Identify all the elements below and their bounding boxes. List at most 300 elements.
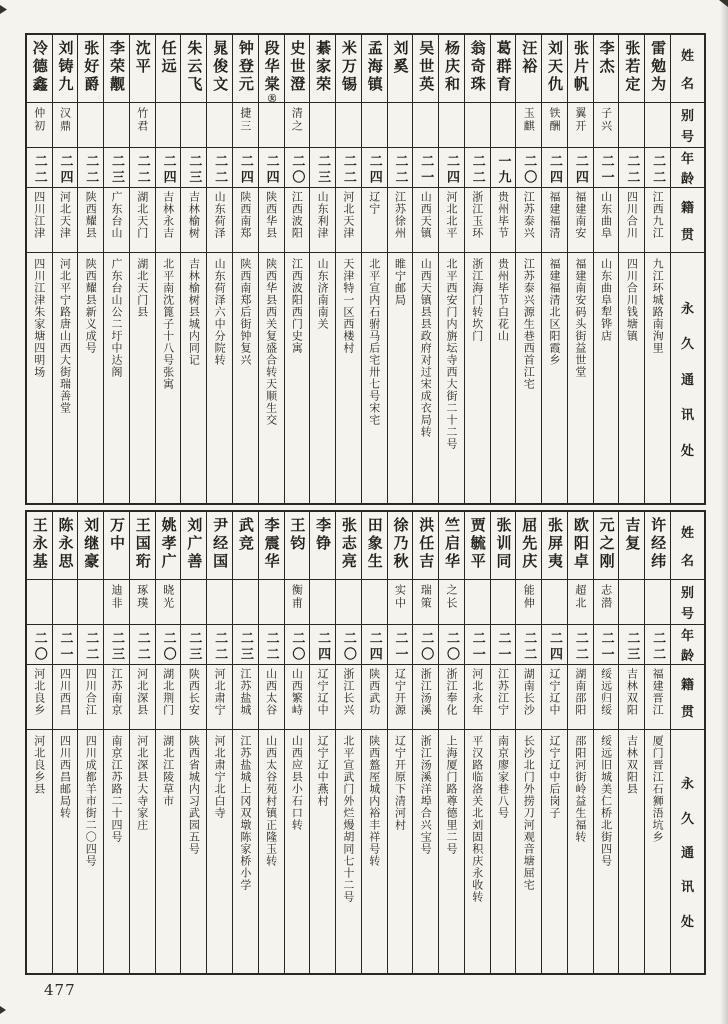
entry-name-text: 尹经国 xyxy=(211,517,230,571)
cell-name xyxy=(516,512,541,580)
cell-address xyxy=(156,253,181,503)
entry-age-text: 二二 xyxy=(624,154,640,186)
entry-age-text: 二〇 xyxy=(521,154,537,186)
cell-age xyxy=(568,625,593,665)
header-column xyxy=(670,35,704,503)
entry-name-text: 田象生 xyxy=(365,517,384,571)
header-address-char: 永 xyxy=(680,777,694,793)
cell-alias xyxy=(362,580,387,625)
cell-alias xyxy=(259,103,284,148)
entry-address-text: 平汉路临洛关北刘固积庆永收转 xyxy=(470,735,484,903)
entry-native-text: 浙江汤溪 xyxy=(419,668,433,716)
cell-native xyxy=(619,188,644,253)
entry-native-text: 河北良乡 xyxy=(32,668,46,716)
entry-native-text: 河北北平 xyxy=(444,191,458,239)
entry-native-text: 绥远归绥 xyxy=(599,668,613,716)
cell-alias xyxy=(233,580,258,625)
cell-alias xyxy=(130,103,155,148)
cell-address xyxy=(516,253,541,503)
entry-column xyxy=(490,35,516,503)
entry-native-text: 四川江津 xyxy=(32,191,46,239)
cell-name xyxy=(310,35,335,103)
cell-address xyxy=(619,730,644,973)
entry-alias-text: 捷三 xyxy=(238,107,252,133)
cell-age xyxy=(439,625,464,665)
cell-address xyxy=(362,730,387,973)
entry-native-text: 山东曲阜 xyxy=(599,191,613,239)
entry-age-text: 二〇 xyxy=(160,631,176,663)
cell-address xyxy=(207,253,232,503)
entry-native-text: 江苏江宁 xyxy=(496,668,510,716)
cell-native xyxy=(130,188,155,253)
cell-address xyxy=(104,253,129,503)
entry-column xyxy=(438,512,464,973)
cell-age xyxy=(619,625,644,665)
entry-column xyxy=(103,35,129,503)
entry-native-text: 福建晋江 xyxy=(651,668,665,716)
cell-age xyxy=(362,148,387,188)
cell-name xyxy=(594,35,619,103)
entry-native-text: 四川合江 xyxy=(84,668,98,716)
entry-alias-text: 瑞策 xyxy=(419,584,433,610)
entry-address-text: 吉林双阳县 xyxy=(625,735,639,795)
cell-native xyxy=(594,665,619,730)
cell-address xyxy=(181,253,206,503)
entry-age-text: 二一 xyxy=(598,631,614,663)
entry-column xyxy=(412,35,438,503)
cell-name xyxy=(645,35,670,103)
cell-alias xyxy=(594,103,619,148)
header-name-char: 姓 xyxy=(680,48,694,64)
entry-column xyxy=(206,35,232,503)
cell-age xyxy=(53,148,78,188)
cell-age xyxy=(130,625,155,665)
cell-name xyxy=(542,35,567,103)
entry-age-text: 二一 xyxy=(57,631,73,663)
entry-column xyxy=(361,35,387,503)
cell-name xyxy=(645,512,670,580)
cell-address xyxy=(568,730,593,973)
cell-age xyxy=(645,148,670,188)
cell-alias xyxy=(516,103,541,148)
header-address-char: 久 xyxy=(680,337,694,352)
entry-name-text: 张训同 xyxy=(494,517,513,571)
cell-age xyxy=(491,148,516,188)
entry-name-text: 王国珩 xyxy=(133,517,152,571)
cell-address xyxy=(491,253,516,503)
entry-address-text: 辽宁开原下清河村 xyxy=(393,735,407,831)
cell-age xyxy=(181,625,206,665)
entry-native-text: 四川西昌 xyxy=(58,668,72,716)
header-native-char: 籍 xyxy=(680,200,694,216)
entry-name-text: 段华棠㊛ xyxy=(262,40,281,102)
cell-native xyxy=(156,665,181,730)
cell-address xyxy=(53,730,78,973)
entry-address-text: 江苏盐城上冈双墩陈家桥小学 xyxy=(238,735,252,891)
cell-alias xyxy=(53,580,78,625)
cell-address xyxy=(259,730,284,973)
entry-alias-text: 仲初 xyxy=(32,107,46,133)
entry-native-text: 江西九江 xyxy=(651,191,665,239)
header-age-char: 龄 xyxy=(680,648,694,664)
cell-address xyxy=(645,730,670,973)
cell-native xyxy=(78,188,103,253)
cell-alias xyxy=(336,103,361,148)
entry-alias-text: 超北 xyxy=(573,584,587,610)
entry-native-text: 辽宁 xyxy=(367,191,381,215)
cell-native xyxy=(362,188,387,253)
name-annotation-mark: ㊛ xyxy=(267,94,277,102)
entry-age-text: 二二 xyxy=(521,631,537,663)
entry-age-text: 二一 xyxy=(495,631,511,663)
entry-address-text: 北平南沈篦子十八号张寓 xyxy=(161,258,175,390)
entry-alias-text: 志潜 xyxy=(599,584,613,610)
cell-address xyxy=(156,730,181,973)
entry-address-text: 吉林榆树县城内同记 xyxy=(187,258,201,366)
entry-column xyxy=(52,35,78,503)
cell-address xyxy=(27,730,52,973)
cell-address xyxy=(568,253,593,503)
cell-alias xyxy=(181,580,206,625)
entry-native-text: 贵州毕节 xyxy=(496,191,510,239)
header-alias-char: 号 xyxy=(680,607,694,622)
entry-column xyxy=(541,35,567,503)
entry-name-text: 吴世英 xyxy=(417,40,436,94)
entry-column xyxy=(155,35,181,503)
cell-native xyxy=(27,665,52,730)
entry-column xyxy=(232,35,258,503)
scan-artifact xyxy=(0,5,7,14)
cell-age xyxy=(542,148,567,188)
cell-name xyxy=(181,35,206,103)
cell-native xyxy=(78,665,103,730)
cell-address xyxy=(362,253,387,503)
header-address xyxy=(671,253,704,503)
cell-address xyxy=(516,730,541,973)
entry-column xyxy=(541,512,567,973)
cell-address xyxy=(310,730,335,973)
entry-age-text: 二二 xyxy=(263,631,279,663)
header-age-char: 年 xyxy=(680,152,694,168)
entry-native-text: 山东利津 xyxy=(316,191,330,239)
cell-address xyxy=(465,253,490,503)
cell-native xyxy=(568,188,593,253)
entry-age-text: 二〇 xyxy=(443,631,459,663)
header-address-char: 通 xyxy=(680,845,694,861)
cell-name xyxy=(491,35,516,103)
cell-native xyxy=(310,665,335,730)
entry-native-text: 辽宁开源 xyxy=(393,668,407,716)
entry-native-text: 湖北天门 xyxy=(135,191,149,239)
entry-column xyxy=(155,512,181,973)
entry-native-text: 陕西南郑 xyxy=(238,191,252,239)
cell-native xyxy=(104,188,129,253)
cell-native xyxy=(181,188,206,253)
entry-address-text: 上海厦门路尊德里二号 xyxy=(444,735,458,855)
header-name-char: 名 xyxy=(680,77,694,93)
cell-name xyxy=(130,512,155,580)
cell-native xyxy=(310,188,335,253)
entry-column xyxy=(180,512,206,973)
entry-name-text: 许经纬 xyxy=(649,517,668,571)
cell-native xyxy=(336,188,361,253)
cell-native xyxy=(259,188,284,253)
cell-address xyxy=(78,730,103,973)
header-address-char: 通 xyxy=(680,372,694,388)
cell-native xyxy=(27,188,52,253)
cell-alias xyxy=(619,580,644,625)
entry-native-text: 湖北荆门 xyxy=(161,668,175,716)
cell-age xyxy=(388,625,413,665)
cell-alias xyxy=(104,580,129,625)
entry-column xyxy=(515,512,541,973)
entry-alias-text: 之长 xyxy=(444,584,458,610)
entry-column xyxy=(644,35,670,503)
entry-age-text: 二一 xyxy=(469,631,485,663)
header-alias xyxy=(671,580,704,625)
entry-native-text: 江苏盐城 xyxy=(238,668,252,716)
entry-age-text: 二四 xyxy=(263,154,279,186)
cell-address xyxy=(388,730,413,973)
entry-age-text: 二一 xyxy=(392,631,408,663)
entry-native-text: 江西波阳 xyxy=(290,191,304,239)
header-alias-char: 号 xyxy=(680,130,694,145)
entry-column xyxy=(258,512,284,973)
cell-native xyxy=(439,665,464,730)
entry-native-text: 浙江奉化 xyxy=(444,668,458,716)
cell-native xyxy=(388,188,413,253)
cell-name xyxy=(156,512,181,580)
entry-name-text: 李杰 xyxy=(597,40,616,76)
entry-age-text: 二四 xyxy=(572,154,588,186)
entry-address-text: 南京江苏路二十四号 xyxy=(110,735,124,843)
cell-address xyxy=(27,253,52,503)
entry-alias-text: 翼开 xyxy=(573,107,587,133)
entry-native-text: 江苏南京 xyxy=(110,668,124,716)
header-age xyxy=(671,625,704,665)
entry-address-text: 江苏泰兴源生巷西首江宅 xyxy=(522,258,536,390)
entry-native-text: 吉林榆树 xyxy=(187,191,201,239)
cell-age xyxy=(104,625,129,665)
page-edge-shadow xyxy=(720,0,728,1024)
header-native xyxy=(671,188,704,253)
entry-address-text: 河北深县大寺家庄 xyxy=(135,735,149,831)
entry-column xyxy=(567,512,593,973)
entry-column xyxy=(618,512,644,973)
entry-native-text: 浙江长兴 xyxy=(341,668,355,716)
cell-name xyxy=(362,512,387,580)
entry-address-text: 山东荷泽六中分院转 xyxy=(213,258,227,366)
entry-age-text: 二二 xyxy=(31,154,47,186)
entry-name-text: 竺启华 xyxy=(442,517,461,571)
entry-name-text: 李震华 xyxy=(262,517,281,571)
entry-age-text: 二二 xyxy=(572,631,588,663)
entry-age-text: 二〇 xyxy=(418,631,434,663)
entry-name-text: 杨庆和 xyxy=(442,40,461,94)
entry-address-text: 厦门晋江石狮浯坑乡 xyxy=(651,735,665,843)
entry-native-text: 河北肃宁 xyxy=(213,668,227,716)
cell-name xyxy=(336,512,361,580)
entry-address-text: 九江环城路南洵里 xyxy=(651,258,665,354)
cell-alias xyxy=(439,580,464,625)
entry-address-text: 山东曲阜犁铧店 xyxy=(599,258,613,342)
cell-native xyxy=(285,665,310,730)
cell-age xyxy=(233,625,258,665)
entry-name-text: 张志亮 xyxy=(339,517,358,571)
cell-age xyxy=(362,625,387,665)
cell-native xyxy=(491,188,516,253)
cell-alias xyxy=(645,103,670,148)
cell-alias xyxy=(645,580,670,625)
cell-alias xyxy=(27,580,52,625)
entry-name-text: 陈永思 xyxy=(56,517,75,571)
entry-name-text: 汪裕 xyxy=(520,40,539,76)
entry-name-text: 徐乃秋 xyxy=(391,517,410,571)
entry-age-text: 二三 xyxy=(109,154,125,186)
cell-age xyxy=(388,148,413,188)
entry-column xyxy=(464,512,490,973)
header-address-char: 处 xyxy=(680,914,694,930)
entry-column xyxy=(490,512,516,973)
entry-name-text: 葛群育 xyxy=(494,40,513,94)
entry-column xyxy=(284,512,310,973)
cell-alias xyxy=(78,580,103,625)
cell-alias xyxy=(568,580,593,625)
entry-alias-text: 子兴 xyxy=(599,107,613,133)
entry-age-text: 二二 xyxy=(340,154,356,186)
cell-age xyxy=(516,625,541,665)
entry-native-text: 山东荷泽 xyxy=(213,191,227,239)
entry-address-text: 山西太谷苑村镇正隆玉转 xyxy=(264,735,278,867)
entry-column xyxy=(180,35,206,503)
cell-name xyxy=(233,512,258,580)
cell-name xyxy=(439,35,464,103)
entry-address-text: 四川成都羊市街二〇四号 xyxy=(84,735,98,867)
cell-address xyxy=(413,730,438,973)
cell-name xyxy=(233,35,258,103)
cell-name xyxy=(53,512,78,580)
roster-table-top xyxy=(25,33,706,505)
entry-address-text: 四川合川钱塘镇 xyxy=(625,258,639,342)
entry-alias-text: 晓光 xyxy=(161,584,175,610)
entry-age-text: 二四 xyxy=(547,154,563,186)
cell-native xyxy=(413,665,438,730)
cell-age xyxy=(413,625,438,665)
cell-age xyxy=(156,625,181,665)
cell-address xyxy=(491,730,516,973)
entry-age-text: 二二 xyxy=(134,631,150,663)
cell-name xyxy=(104,35,129,103)
cell-age xyxy=(233,148,258,188)
cell-native xyxy=(233,188,258,253)
cell-name xyxy=(465,512,490,580)
entry-native-text: 江苏徐州 xyxy=(393,191,407,239)
entry-name-text: 张片帆 xyxy=(571,40,590,94)
entry-address-text: 南京廖家巷八号 xyxy=(496,735,510,819)
entry-age-text: 二二 xyxy=(650,631,666,663)
entry-name-text: 冷德鑫 xyxy=(30,40,49,94)
cell-address xyxy=(619,253,644,503)
cell-address xyxy=(130,730,155,973)
cell-native xyxy=(207,665,232,730)
entry-column xyxy=(593,512,619,973)
cell-alias xyxy=(516,580,541,625)
cell-name xyxy=(104,512,129,580)
cell-alias xyxy=(285,103,310,148)
entry-address-text: 辽宁辽中燕村 xyxy=(316,735,330,807)
header-address-char: 讯 xyxy=(680,408,694,423)
entry-name-text: 吉复 xyxy=(623,517,642,553)
cell-address xyxy=(439,730,464,973)
cell-name xyxy=(362,35,387,103)
entry-column xyxy=(618,35,644,503)
cell-age xyxy=(568,148,593,188)
cell-alias xyxy=(181,103,206,148)
header-native-char: 籍 xyxy=(680,677,694,693)
cell-alias xyxy=(491,580,516,625)
cell-address xyxy=(285,730,310,973)
cell-native xyxy=(233,665,258,730)
entry-name-text: 欧阳卓 xyxy=(571,517,590,571)
cell-address xyxy=(465,730,490,973)
cell-name xyxy=(465,35,490,103)
entry-age-text: 二二 xyxy=(650,154,666,186)
cell-native xyxy=(388,665,413,730)
cell-alias xyxy=(336,580,361,625)
cell-age xyxy=(156,148,181,188)
entry-native-text: 福建南安 xyxy=(573,191,587,239)
entry-address-text: 浙江海门转坎门 xyxy=(470,258,484,342)
entry-name-text: 武竞 xyxy=(236,517,255,553)
cell-name xyxy=(413,35,438,103)
page-number: 477 xyxy=(44,981,76,999)
cell-alias xyxy=(465,580,490,625)
cell-age xyxy=(594,148,619,188)
cell-age xyxy=(465,148,490,188)
entry-alias-text: 铁酬 xyxy=(548,107,562,133)
cell-name xyxy=(568,35,593,103)
entry-age-text: 二二 xyxy=(392,154,408,186)
cell-native xyxy=(645,665,670,730)
entry-name-text: 刘天仇 xyxy=(546,40,565,94)
entry-age-text: 二四 xyxy=(547,631,563,663)
cell-native xyxy=(207,188,232,253)
cell-native xyxy=(259,665,284,730)
entry-name-text: 沈平 xyxy=(133,40,152,76)
entry-column xyxy=(593,35,619,503)
cell-age xyxy=(516,148,541,188)
cell-address xyxy=(439,253,464,503)
cell-native xyxy=(156,188,181,253)
entry-alias-text: 琢璞 xyxy=(135,584,149,610)
entry-column xyxy=(27,512,52,973)
entry-address-text: 长沙北门外捞刀河观音塘屈宅 xyxy=(522,735,536,891)
cell-native xyxy=(104,665,129,730)
cell-address xyxy=(413,253,438,503)
entry-name-text: 贾毓平 xyxy=(468,517,487,571)
header-name xyxy=(671,512,704,580)
header-alias xyxy=(671,103,704,148)
entry-age-text: 二一 xyxy=(598,154,614,186)
cell-age xyxy=(619,148,644,188)
cell-name xyxy=(619,35,644,103)
entry-column xyxy=(27,35,52,503)
entry-address-text: 广东台山公二圩中达阁 xyxy=(110,258,124,378)
cell-address xyxy=(285,253,310,503)
cell-age xyxy=(310,625,335,665)
entry-column xyxy=(644,512,670,973)
cell-name xyxy=(130,35,155,103)
